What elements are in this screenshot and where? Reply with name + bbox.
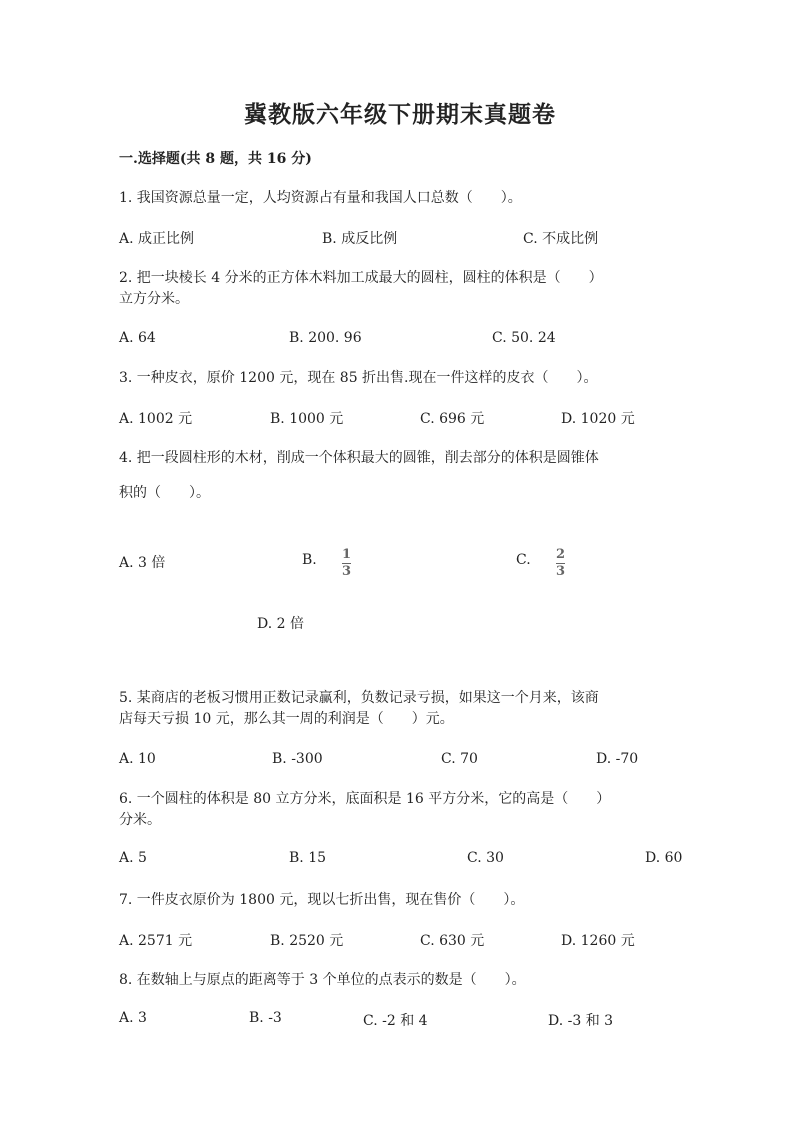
q1-option-b[interactable]: B. 成反比例: [322, 231, 398, 247]
q7-option-b[interactable]: B. 2520 元: [270, 933, 344, 949]
section-heading: 一.选择题(共 8 题，共 16 分): [119, 151, 312, 167]
question-5-line-1: 5. 某商店的老板习惯用正数记录赢利，负数记录亏损，如果这一个月来，该商: [119, 690, 599, 706]
q5-option-a[interactable]: A. 10: [119, 751, 156, 767]
fraction-denominator: 3: [556, 564, 566, 579]
question-4: [119, 448, 679, 504]
q4-option-c[interactable]: C.: [516, 552, 531, 568]
page-title: 冀教版六年级下册期末真题卷: [244, 101, 556, 128]
question-5-line-2: 店每天亏损 10 元，那么其一周的利润是（ ）元。: [119, 711, 454, 727]
question-2-line-1: 2. 把一块棱长 4 分米的正方体木料加工成最大的圆柱，圆柱的体积是（ ）: [119, 270, 603, 286]
q6-option-c[interactable]: C. 30: [467, 850, 504, 866]
q2-option-c[interactable]: C. 50. 24: [492, 330, 556, 346]
q5-option-c[interactable]: C. 70: [441, 751, 478, 767]
question-7: 7. 一件皮衣原价为 1800 元，现以七折出售，现在售价（ ）。: [119, 892, 525, 908]
q4-option-a[interactable]: A. 3 倍: [119, 555, 166, 571]
q3-option-b[interactable]: B. 1000 元: [270, 411, 344, 427]
q4-option-d[interactable]: D. 2 倍: [257, 616, 304, 632]
question-1: 1. 我国资源总量一定，人均资源占有量和我国人口总数（ ）。: [119, 190, 522, 206]
q3-option-c[interactable]: C. 696 元: [420, 411, 485, 427]
question-6-line-2: 分米。: [119, 812, 161, 828]
q8-option-c[interactable]: C. -2 和 4: [363, 1013, 428, 1029]
fraction-denominator: 3: [342, 564, 352, 579]
q3-option-d[interactable]: D. 1020 元: [561, 411, 635, 427]
fraction-one-third: [342, 548, 351, 578]
question-2-line-2: 立方分米。: [119, 291, 189, 307]
question-2: [119, 268, 679, 310]
question-6: [119, 789, 679, 831]
q2-option-b[interactable]: B. 200. 96: [289, 330, 362, 346]
q8-option-b[interactable]: B. -3: [249, 1010, 282, 1026]
q1-option-a[interactable]: A. 成正比例: [119, 231, 195, 247]
question-4-line-2: 积的（ ）。: [119, 485, 210, 501]
q5-option-b[interactable]: B. -300: [272, 751, 323, 767]
q4-option-b[interactable]: B.: [302, 552, 317, 568]
question-6-line-1: 6. 一个圆柱的体积是 80 立方分米，底面积是 16 平方分米，它的高是（ ）: [119, 791, 611, 807]
fraction-numerator: 1: [342, 547, 352, 562]
fraction-numerator: 2: [556, 547, 566, 562]
question-8: 8. 在数轴上与原点的距离等于 3 个单位的点表示的数是（ ）。: [119, 972, 526, 988]
q6-option-a[interactable]: A. 5: [119, 850, 147, 866]
question-3: 3. 一种皮衣，原价 1200 元，现在 85 折出售.现在一件这样的皮衣（ ）。: [119, 370, 598, 386]
q8-option-d[interactable]: D. -3 和 3: [548, 1013, 614, 1029]
q6-option-d[interactable]: D. 60: [645, 850, 683, 866]
question-4-line-1: 4. 把一段圆柱形的木材，削成一个体积最大的圆锥，削去部分的体积是圆锥体: [119, 450, 599, 466]
question-5: [119, 688, 679, 730]
q5-option-d[interactable]: D. -70: [596, 751, 639, 767]
q8-option-a[interactable]: A. 3: [119, 1010, 147, 1026]
fraction-two-thirds: [556, 548, 565, 578]
q6-option-b[interactable]: B. 15: [289, 850, 327, 866]
q2-option-a[interactable]: A. 64: [119, 330, 156, 346]
q7-option-a[interactable]: A. 2571 元: [119, 933, 193, 949]
q3-option-a[interactable]: A. 1002 元: [119, 411, 193, 427]
q7-option-d[interactable]: D. 1260 元: [561, 933, 635, 949]
q7-option-c[interactable]: C. 630 元: [420, 933, 485, 949]
q1-option-c[interactable]: C. 不成比例: [523, 231, 599, 247]
